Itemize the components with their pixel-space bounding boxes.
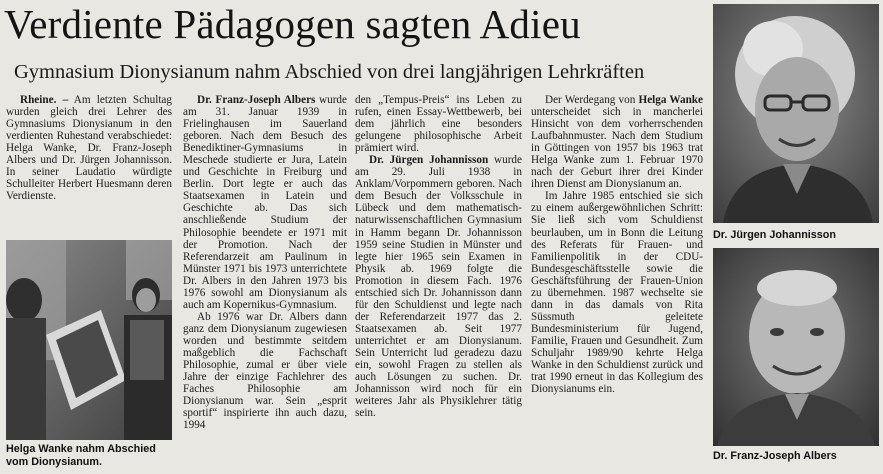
article-column-2 [183, 94, 347, 474]
johannisson-text: wurde am 29. Juli 1938 in Anklam/Vorpommern geboren. Nach dem Besuch der Volksschule in Lübeck und dem mathematisch-naturwissenschaftlichen Gymnasium in Hamm begann Dr. Johannisson 1959 seine Studien in Münster und legte hier 1965 sein Examen in Physik ab. 1969 folgte die Promotion in diesem Fach. 1976 entschied sich Dr. Johannisson dann für den Schuldienst und legte nach der Referendarzeit 1977 das 2. Staatsexamen ab. Seit 1977 unterrichtet er am Dionysianum. Sein Unterricht lud geradezu dazu ein, sowohl Fragen zu stellen als auch Lösungen zu suchen. Dr. Johannisson wird noch für ein weiteres Jahr als Physiklehrer tätig sein. [355, 154, 522, 420]
article-column-1 [6, 94, 172, 234]
photo-albers-image [713, 248, 879, 446]
johannisson-paragraph [355, 154, 522, 419]
caption-johannisson: Dr. Jürgen Johannisson [713, 229, 836, 241]
caption-albers: Dr. Franz-Joseph Albers [713, 450, 837, 462]
subheadline: Gymnasium Dionysianum nahm Abschied von drei langjährigen Lehrkräften [14, 61, 645, 83]
article-column-3 [355, 94, 522, 474]
albers-paragraph-2: Ab 1976 war Dr. Albers dann ganz dem Dionysianum zugewiesen worden und bestimmte seitdem maßgeblich die Fachschaft Philosophie, zumal er über viele Jahre der einzige Fachlehrer des Faches Philosophie am Dionysianum war. Sein „esprit sportif“ inspirierte ihn auch dazu, 1994 [183, 310, 347, 432]
wanke-paragraph [531, 94, 703, 190]
wanke-text: unterscheidet sich in mancherlei Hinsicht von dem vorherrschenden Laufbahnmuster. Nach dem Studium in Göttingen von 1957 bis 1963 trat Helga Wanke zum 1. Februar 1970 nach der Geburt ihrer drei Kinder ihren Dienst am Dionysianum an. [531, 106, 703, 191]
intro-text: Am letzten Schultag wurden gleich drei Lehrer des Gymnasiums Dionysianum in den verdienten Ruhestand verabschiedet: Helga Wanke, Dr. Franz-Joseph Albers und Dr. Jürgen Johannisson. In seiner Laudatio würdigte Schulleiter Herbert Huesmann deren Verdienste. [6, 94, 172, 203]
article-column-4 [531, 94, 703, 474]
dateline: Rheine. – [20, 94, 69, 106]
photo-franz-joseph-albers [713, 248, 879, 446]
photo-johannisson-image [713, 4, 879, 223]
headline: Verdiente Pädagogen sagten Adieu [4, 1, 581, 47]
intro-paragraph [6, 94, 172, 202]
albers-paragraph [183, 94, 347, 311]
name-wanke: Helga Wanke [638, 94, 703, 106]
caption-wanke: Helga Wanke nahm Abschied vom Dionysianum. [6, 443, 156, 468]
photo-juergen-johannisson [713, 4, 879, 223]
tempus-paragraph: den „Tempus-Preis“ ins Leben zu rufen, einen Essay-Wettbewerb, bei dem jährlich eine besonders gelungene philosophische Arbeit prämiert wird. [355, 94, 522, 155]
photo-wanke-image [6, 240, 172, 440]
photo-helga-wanke [6, 240, 172, 440]
wanke-intro: Der Werdegang von [545, 94, 639, 106]
name-albers: Dr. Franz-Joseph Albers [197, 94, 316, 106]
wanke-paragraph-2: Im Jahre 1985 entschied sie sich zu einem außergewöhnlichen Schritt: Sie ließ sich vom Schuldienst beurlauben, um in Bonn die Leitung des Referats für Frauen- und Familienpolitik in der CDU-Bundesgeschäftsstelle sowie die Geschäftsführung der Frauen-Union zu übernehmen. 1987 wechselte sie dann in das damals von Rita Süssmuth geleitete Bundesministerium für Jugend, Familie, Frauen und Gesundheit. Zum Schuljahr 1989/90 kehrte Helga Wanke in den Schuldienst zurück und trat 1990 erneut in das Kollegium des Dionysianums ein. [531, 190, 703, 396]
name-johannisson: Dr. Jürgen Johannisson [369, 154, 489, 167]
albers-text: wurde am 31. Januar 1939 in Frielinghausen im Sauerland geboren. Nach dem Besuch des Benediktiner-Gymnasiums in Meschede studierte er Jura, Latein und Geschichte in Freiburg und Berlin. Dort legte er auch das Staatsexamen in Latein und Geschichte ab. Das sich anschließende Studium der Philosophie beendete er 1971 mit der Promotion. Nach der Referendarzeit am Paulinum in Münster 1971 bis 1973 unterrichtete Dr. Albers in den Jahren 1973 bis 1976 sowohl am Dionysianum als auch am Kopernikus-Gymnasium. [183, 94, 347, 311]
